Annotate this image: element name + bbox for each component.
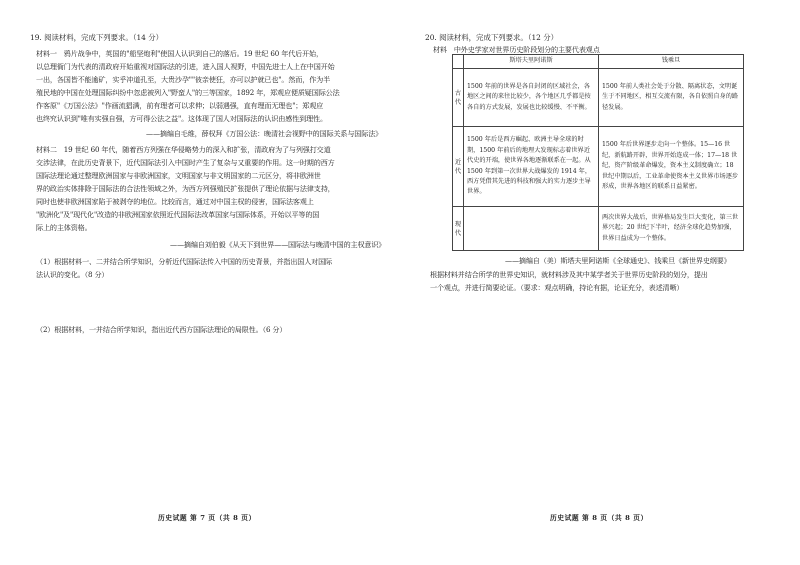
material-2-line: 际上的主体资格。 [36, 223, 92, 232]
material-1-line: 一出，各国皆不能逾矿，实乎冲道孔至，大贵沙孕""彼亲使狂，亦可以护就已也"。然而，作为半 [36, 75, 331, 84]
table-header-row [453, 55, 744, 69]
question-19-part-1: （1）根据材料一、二并结合所学知识，分析近代国际法传入中国的历史背景，并指出国人对国际 [36, 257, 332, 266]
stavrianos-cell: 1500 年前的世界是各自封闭的区域社会，各地区之间的来往比较少，各个地区几乎都是按各自的方式发展，发展也比较缓慢、不平衡。 [464, 69, 599, 127]
material-2-line: "欧洲化"及"现代化"改造的非欧洲国家依照近代国际法改革国家与国际体系，开始以平等的国 [36, 210, 320, 219]
question-20-header: 20. 阅读材料，完成下列要求。（12 分） [425, 33, 559, 42]
table-row [453, 127, 744, 207]
material-title: 材料 中外史学家对世界历史阶段划分的主要代表观点 [433, 45, 600, 54]
material-1-line: 殖民地的中国在处理国际纠纷中忽虑被列入"野蛮人"的三等国家，1892 年，郑观应便质疑国际公法 [36, 88, 340, 97]
question-20-prompt: 根据材料并结合所学的世界史知识，就材料涉及其中某学者关于世界历史阶段的划分，提出 [430, 270, 708, 279]
question-19-part-2: （2）根据材料，一并结合所学知识，指出近代西方国际法理论的局限性。（6 分） [36, 325, 287, 334]
page-footer-right: 历史试题 第 8 页（共 8 页） [550, 514, 648, 522]
table-header-stavrianos: 斯塔夫里阿诺斯 [464, 55, 599, 69]
material-2-source: ——摘编自刘伯毅《从天下到世界——国际法与晚清中国的主权意识》 [170, 240, 386, 249]
material-1-line: 材料一 鸦片战争中，英国的"船坚炮利"使国人认识到自己的落后。19 世纪 60 年代后开始， [36, 49, 323, 58]
stavrianos-cell [464, 207, 599, 251]
era-cell: 现代 [453, 207, 464, 251]
material-2-line: 界的政治实体排除于国际法的合法性领域之外，为西方列强殖民扩张提供了理论依据与法律支持， [36, 184, 335, 193]
qian-cell: 1500 年前人类社会处于分散、隔离状态，文明诞生于不同地区，相互交流有限，各自依照自身的路径发展。 [599, 69, 744, 127]
table-row [453, 207, 744, 251]
material-1-line: 以总理衙门为代表的清政府开始重视对国际法的引进，进入国人视野，中国先进士人上在中国开始 [36, 62, 335, 71]
material-1-line: 作客原"《万国公法》"作画流猖满，前有理者可以求伸；以弱遇强，直有理而无理也"；郑观应 [36, 101, 324, 110]
material-1-source: ——摘编自毛维，薛权拜《万国公法：晚清社会视野中的国际关系与国际法》 [146, 129, 383, 138]
stavrianos-cell: 1500 年后是西方崛起、欧洲主导全球的时期，1500 年前后的地理大发现标志着世界近代史的开端，使世界各地逐渐联系在一起。从 1500 年到第一次世界大战爆发的 1914 年，西方凭借其先进的科技和强大的实力逐步主导世界。 [464, 127, 599, 207]
material-2-line: 国际法理论通过整理欧洲国家与非欧洲国家，文明国家与非文明国家的二元区分，将非欧洲世 [36, 171, 321, 180]
table-header-era [453, 55, 464, 69]
material-2-line: 同时也使非欧洲国家陷于被剥夺的地位。比较而言，通过对中国主权的侵害，国际法客观上 [36, 197, 314, 206]
qian-cell: 1500 年后世界逐步走向一个整体。15—16 世纪，新航路开辟，世界开始连成一体；17—18 世纪，资产阶级革命爆发，资本主义制度确立；18 世纪中期以后，工业革命使资本主义世界市场逐步形成，世界各地区的联系日益紧密。 [599, 127, 744, 207]
page-footer-left: 历史试题 第 7 页（共 8 页） [158, 514, 256, 522]
material-2-line: 交涉法律，在此历史背景下，近代国际法引入中国时产生了复杂与又重要的作用。这一时期的西方 [36, 158, 335, 167]
material-2-line: 材料二 19 世纪 60 年代，随着西方列强在华侵略势力的深入和扩张，清政府为了与列强打交道 [36, 145, 331, 154]
table-header-qian: 钱乘旦 [599, 55, 744, 69]
table-row [453, 69, 744, 127]
question-19-part-1: 法认识的变化。（8 分） [36, 270, 109, 279]
qian-cell: 两次世界大战后，世界格局发生巨大变化，第三世界兴起；20 世纪下半叶，经济全球化趋势加强，世界日益成为一个整体。 [599, 207, 744, 251]
era-cell: 近代 [453, 127, 464, 207]
comparison-table [452, 54, 744, 251]
material-1-line: 也终究认识到"唯有实强自强，方可得公法之益"。这体现了国人对国际法的认识由感性到理性。 [36, 114, 327, 123]
material-source: ——摘编自（美）斯塔夫里阿诺斯《全球通史》、钱乘旦《新世界史纲要》 [505, 256, 731, 265]
question-19-header: 19. 阅读材料，完成下列要求。（14 分） [30, 33, 164, 42]
question-20-prompt: 一个观点，并进行简要论证。（要求：观点明确，持论有据，论证充分，表述清晰） [430, 283, 684, 292]
era-cell: 古代 [453, 69, 464, 127]
